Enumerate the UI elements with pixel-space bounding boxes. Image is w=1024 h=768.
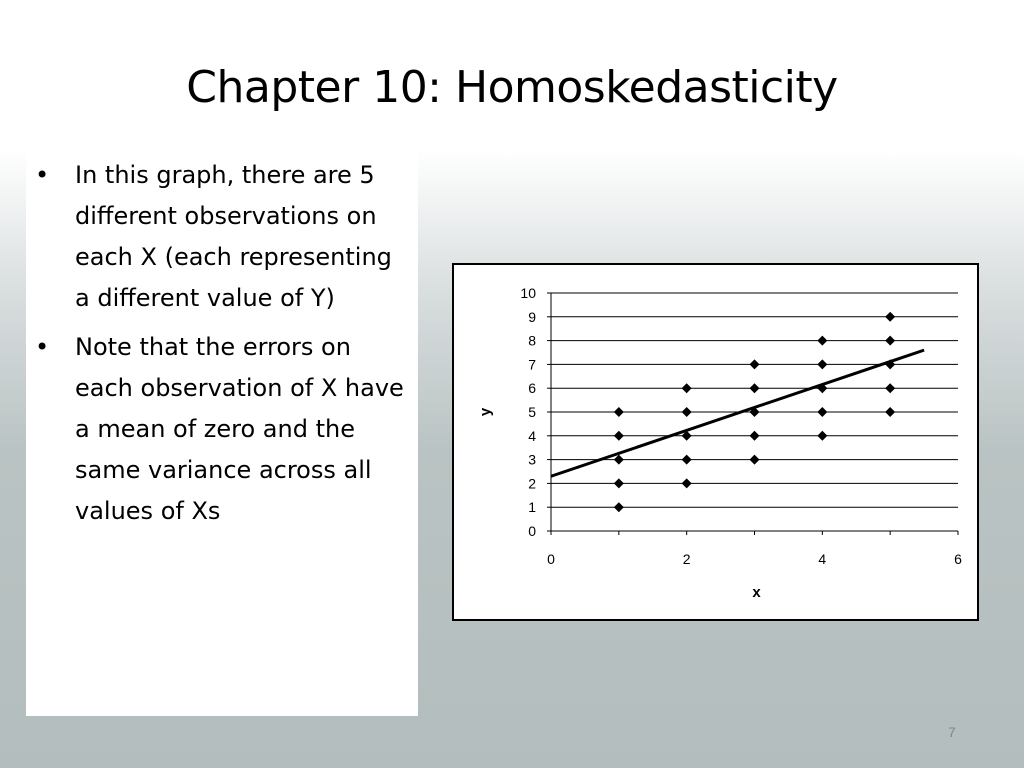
data-point	[885, 383, 895, 393]
data-point	[682, 478, 692, 488]
bullet-marker: •	[35, 161, 50, 189]
data-point	[885, 407, 895, 417]
y-tick-label: 1	[528, 499, 536, 516]
chart-frame	[452, 263, 979, 621]
data-point	[817, 359, 827, 369]
y-tick-label: 0	[528, 523, 536, 539]
x-tick-label: 2	[682, 551, 691, 567]
data-point	[750, 383, 760, 393]
data-point	[817, 407, 827, 417]
y-tick-label: 7	[528, 356, 536, 373]
data-point	[682, 407, 692, 417]
bullet-text: In this graph, there are 5 different observations on each X (each representing a different value of Y)	[75, 161, 392, 312]
y-tick-label: 8	[528, 332, 536, 349]
y-tick-label: 5	[528, 404, 536, 420]
data-point	[614, 478, 624, 488]
x-axis-title: x	[752, 584, 761, 601]
x-tick-label: 0	[547, 551, 555, 567]
data-point	[614, 431, 624, 441]
page-number: 7	[948, 724, 956, 740]
data-point	[614, 502, 624, 512]
data-point	[885, 336, 895, 346]
y-tick-label: 9	[528, 308, 536, 325]
bullet-text: Note that the errors on each observation of X have a mean of zero and the same variance across all values of Xs	[75, 333, 404, 525]
bullet-item	[26, 327, 418, 532]
data-point	[750, 431, 760, 441]
y-tick-label: 3	[528, 451, 536, 468]
data-point	[885, 312, 895, 322]
y-tick-label: 2	[528, 475, 536, 492]
data-point	[750, 455, 760, 465]
data-point	[682, 455, 692, 465]
data-point	[614, 455, 624, 465]
bullet-list	[26, 145, 418, 532]
data-point	[817, 431, 827, 441]
y-tick-label: 4	[528, 427, 536, 444]
data-point	[614, 407, 624, 417]
text-panel	[26, 145, 418, 716]
bullet-marker: •	[35, 333, 50, 361]
y-axis-title: y	[477, 407, 494, 417]
y-tick-label: 10	[520, 285, 536, 301]
x-tick-label: 6	[954, 551, 962, 567]
y-tick-label: 6	[528, 380, 536, 397]
data-point	[682, 383, 692, 393]
trend-line	[551, 350, 924, 476]
data-point	[817, 336, 827, 346]
data-point	[750, 359, 760, 369]
scatter-chart	[454, 265, 977, 619]
x-tick-label: 4	[818, 551, 827, 567]
bullet-item	[26, 155, 418, 319]
slide-title: Chapter 10: Homoskedasticity	[186, 62, 838, 113]
